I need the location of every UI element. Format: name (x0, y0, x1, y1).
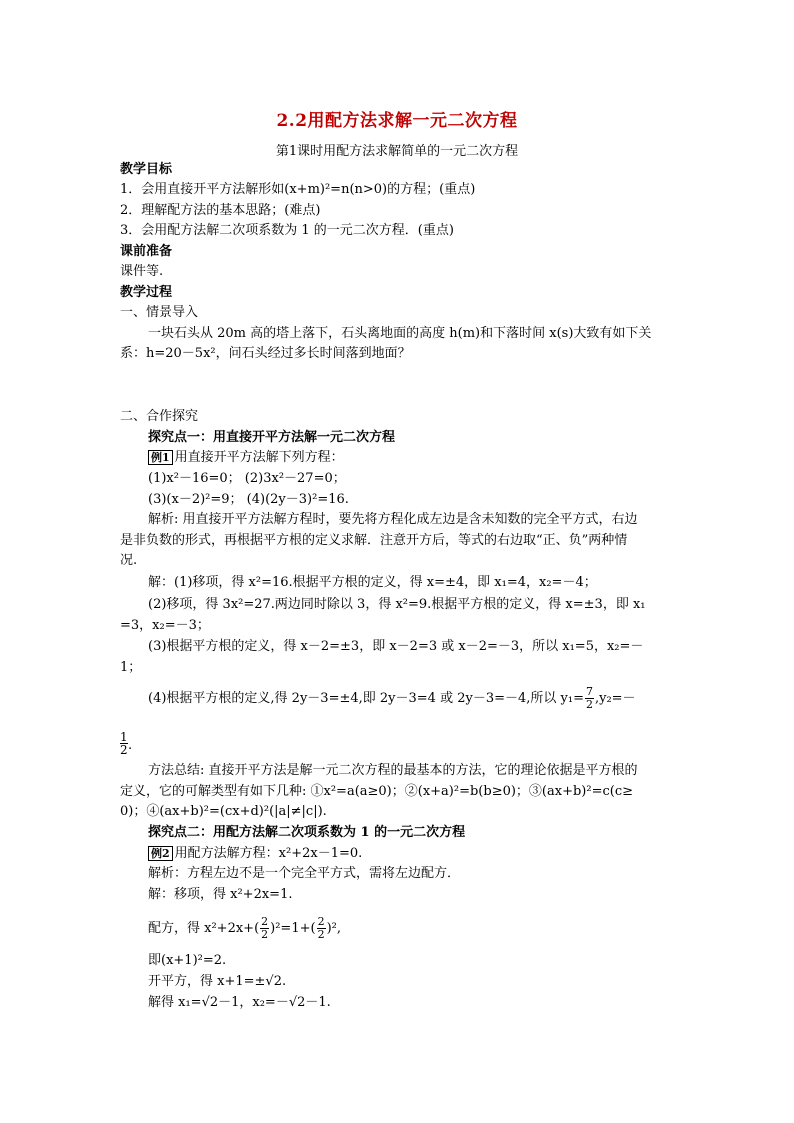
solution-ex2-5: 解得 x₁=√2－1，x₂=－√2－1. (148, 995, 331, 1010)
example-2-text: 用配方法解方程：x²+2x－1=0. (174, 846, 363, 861)
page-title: 2.2用配方法求解一元二次方程 (276, 111, 518, 131)
fraction-1-2: 1 2 (120, 730, 128, 757)
solution-2-line-2: =3，x₂=－3； (120, 618, 210, 633)
solution-4-end: . (128, 738, 133, 753)
analysis-1-line-2: 是非负数的形式，再根据平方根的定义求解．注意开方后，等式的右边取“正、负”两种情 (120, 533, 628, 548)
objective-1: 1．会用直接开平方法解形如(x+m)²=n(n>0)的方程；(重点) (120, 182, 476, 197)
preparation-text: 课件等. (120, 264, 164, 279)
solution-4 (148, 686, 708, 711)
section-1-text-1: 一块石头从 20m 高的塔上落下，石头离地面的高度 h(m)和下落时间 x(s)大致有如下关 (148, 326, 652, 341)
solution-1: 解：(1)移项，得 x²=16.根据平方根的定义，得 x=±4，即 x₁=4，x₂=－4； (148, 575, 597, 590)
solution-ex2-3: 即(x+1)²=2. (148, 953, 227, 968)
example-1-badge: 例1 (148, 450, 173, 465)
method-summary-2: 定义，它的可解类型有如下几种: ①x²=a(a≥0)；②(x+a)²=b(b≥0)；③(ax+b)²=c(c≥ (120, 784, 633, 799)
example-1 (148, 449, 708, 467)
solution-4-tail: ,y₂=－ (594, 691, 636, 706)
solution-ex2-1: 解：移项，得 x²+2x=1. (148, 887, 293, 902)
solution-3-line-2: 1； (120, 660, 142, 675)
explore-point-2: 探究点二：用配方法解二次项系数为 1 的一元二次方程 (148, 825, 466, 840)
section-1-text-2: 系：h=20－5x²，问石头经过多长时间落到地面？ (120, 346, 411, 361)
solution-ex2-4: 开平方，得 x+1=±√2. (148, 974, 287, 989)
example-1-items-a: (1)x²－16=0； (2)3x²－27=0； (148, 471, 346, 486)
analysis-1-line-3: 况. (120, 553, 138, 568)
analysis-2: 解析：方程左边不是一个完全平方式，需将左边配方． (148, 866, 461, 881)
example-2 (148, 845, 708, 863)
example-1-items-b: (3)(x－2)²=9； (4)(2y－3)²=16. (148, 492, 349, 507)
heading-preparation: 课前准备 (120, 244, 173, 259)
fraction-2-2-b: $\frac{2}{2}$ (317, 915, 325, 941)
solution-ex2-2: 配方，得 x²+2x+( $\frac{2}{2}$ )²=1+( $\frac{2}{2}$ )², (148, 915, 341, 941)
heading-objectives: 教学目标 (120, 162, 173, 177)
example-2-badge: 例2 (148, 846, 173, 861)
page-subtitle: 第1课时用配方法求解简单的一元二次方程 (275, 144, 519, 159)
analysis-1-line-1: 解析: 用直接开平方法解方程时，要先将方程化成左边是含未知数的完全平方式，右边 (148, 512, 638, 527)
section-1-heading: 一、情景导入 (120, 305, 199, 320)
solution-3-line-1: (3)根据平方根的定义，得 x－2=±3，即 x－2=3 或 x－2=－3，所以 x₁=5，x₂=－ (148, 639, 644, 654)
example-1-text: 用直接开平方法解下列方程： (174, 450, 344, 465)
method-summary-3: 0)；④(ax+b)²=(cx+d)²(|a|≠|c|). (120, 804, 327, 819)
explore-point-1: 探究点一：用直接开平方法解一元二次方程 (148, 430, 396, 445)
objective-3: 3．会用配方法解二次项系数为 1 的一元二次方程．(重点) (120, 223, 454, 238)
section-2-heading: 二、合作探究 (120, 409, 199, 424)
solution-4-text: (4)根据平方根的定义,得 2y－3=±4,即 2y－3=4 或 2y－3=－4,所以 y₁= (148, 691, 584, 706)
method-summary-1: 方法总结: 直接开平方法是解一元二次方程的最基本的方法，它的理论依据是平方根的 (148, 763, 638, 778)
solution-2-line-1: (2)移项，得 3x²=27.两边同时除以 3，得 x²=9.根据平方根的定义，得 x=±3，即 x₁ (148, 597, 646, 612)
heading-process: 教学过程 (120, 285, 173, 300)
fraction-7-2: $\frac{7}{2}$ (585, 685, 593, 711)
fraction-2-2-a: $\frac{2}{2}$ (261, 915, 269, 941)
objective-2: 2．理解配方法的基本思路；(难点) (120, 203, 321, 218)
